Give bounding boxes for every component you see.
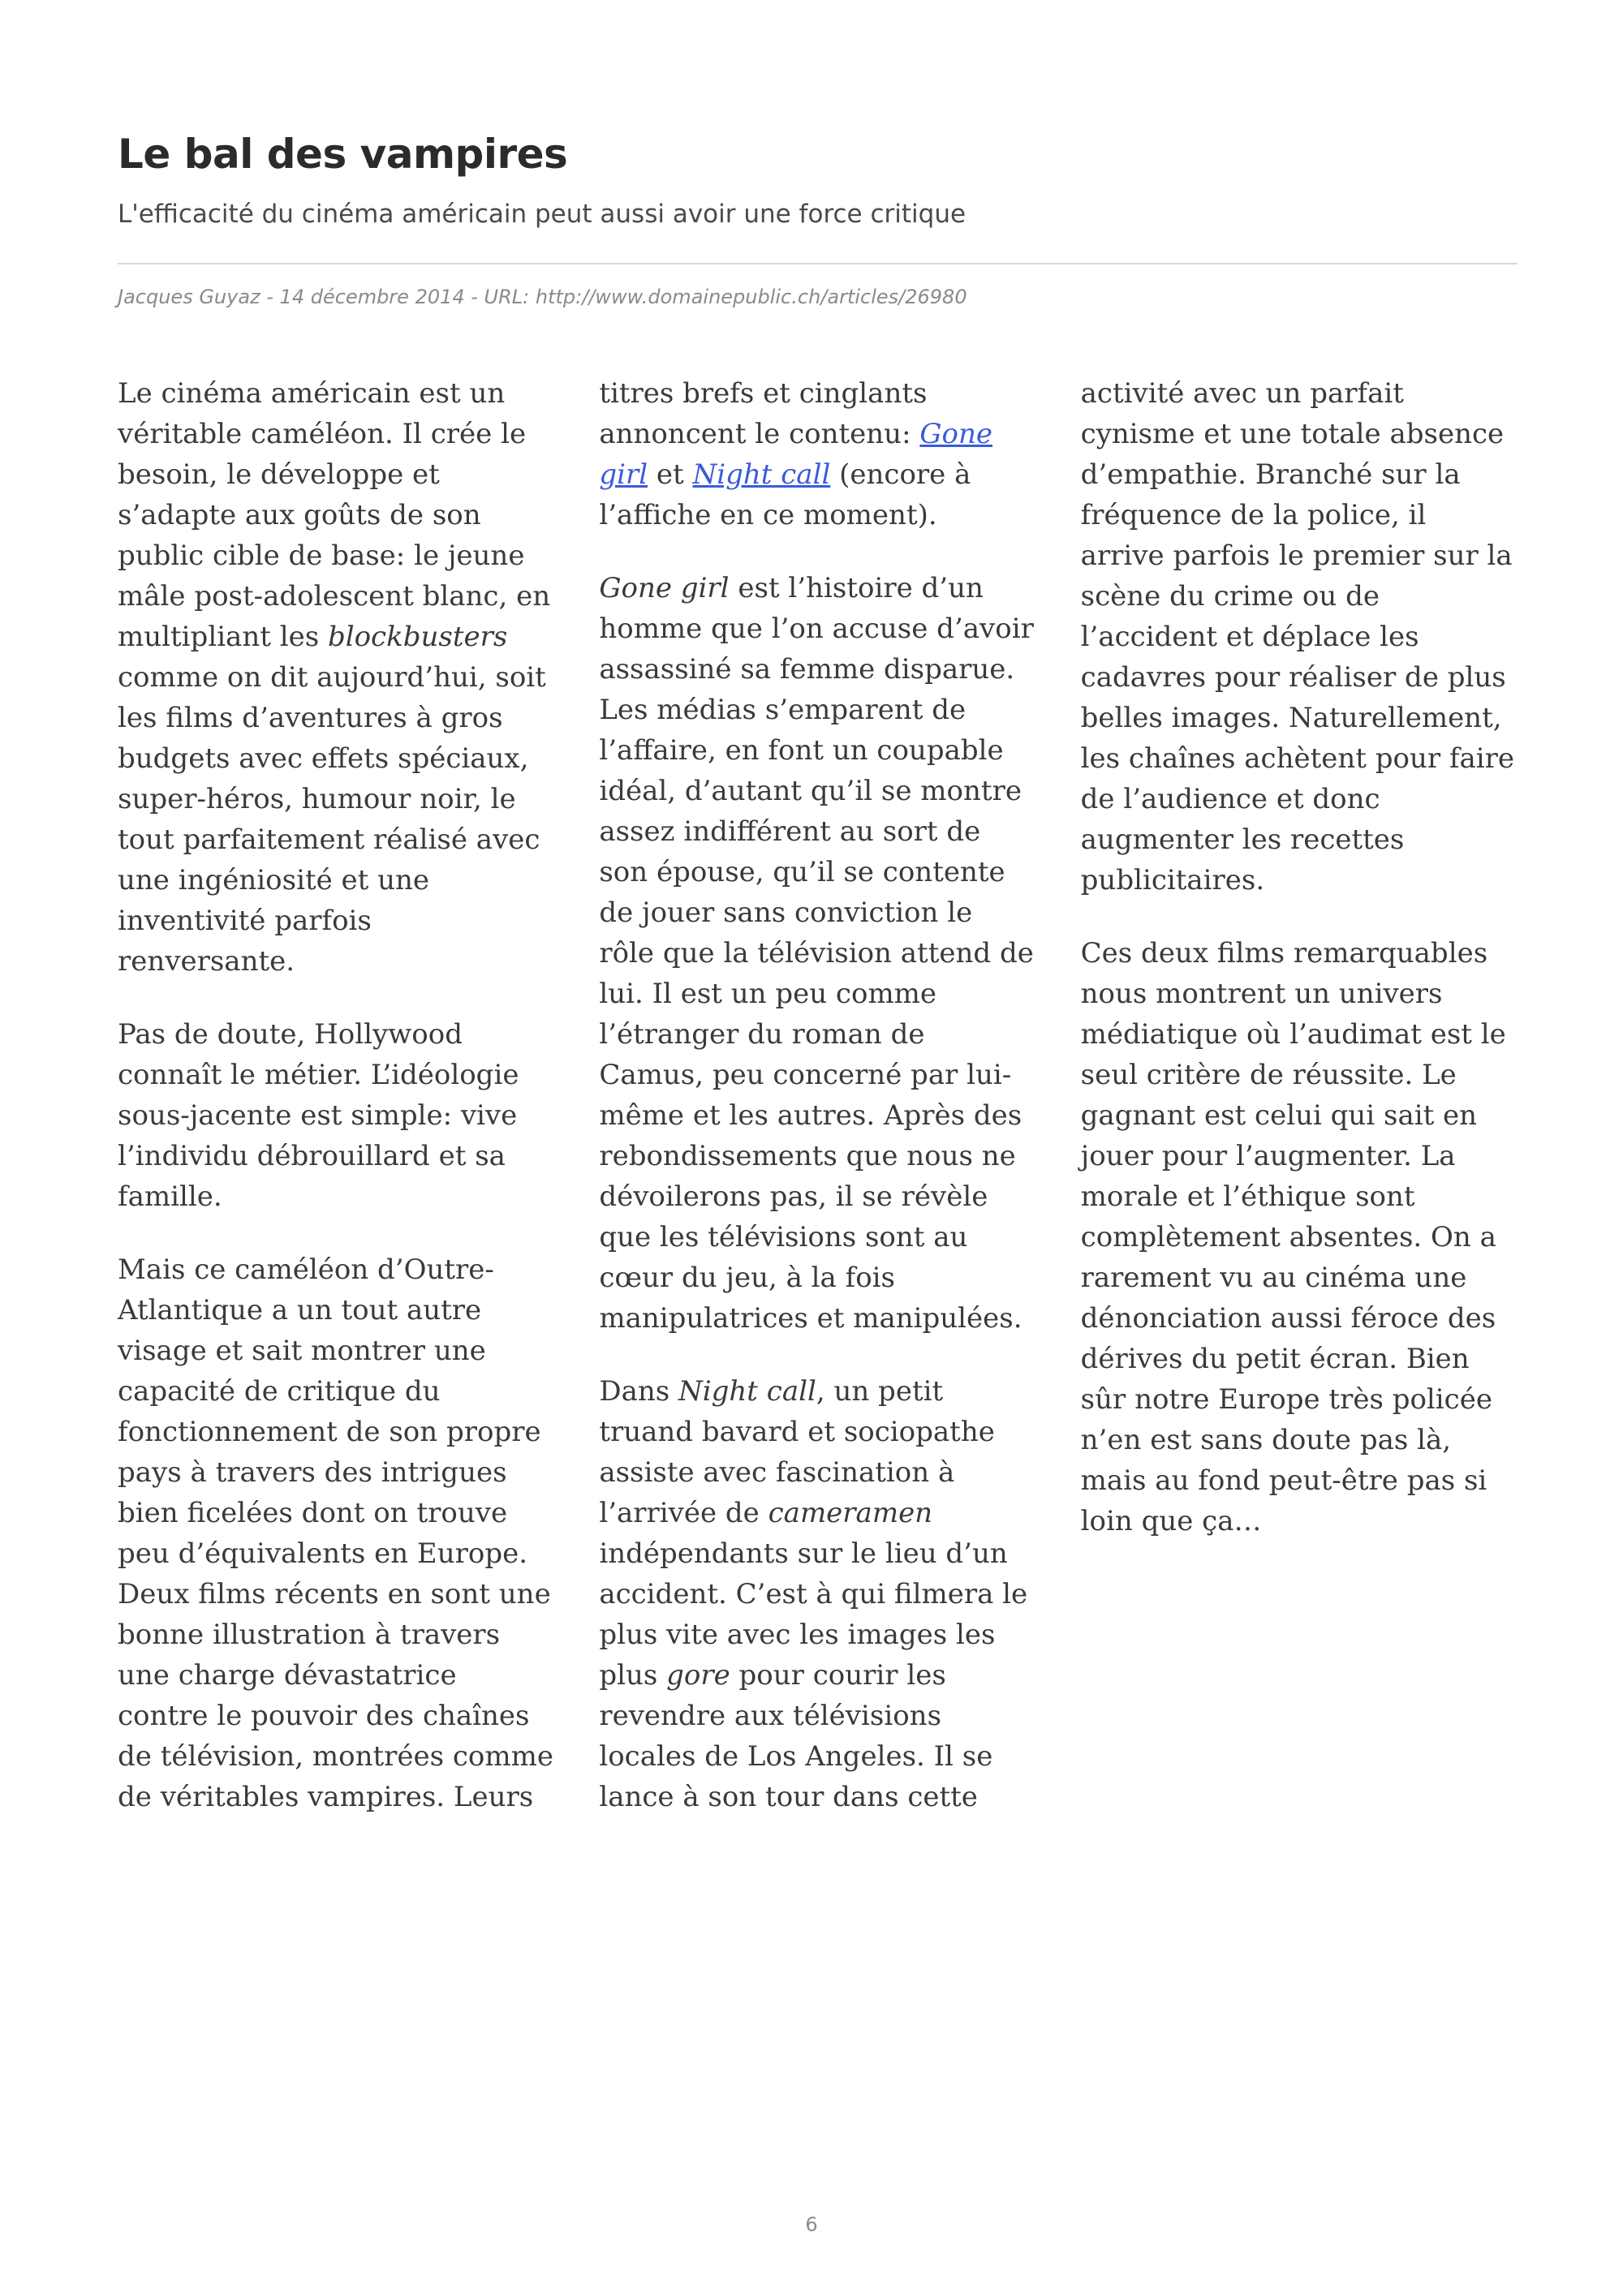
link-night-call[interactable]: Night call xyxy=(692,458,831,491)
article-page xyxy=(118,130,1518,1813)
article-title: Le bal des vampires xyxy=(118,131,568,178)
emphasis-cameramen: cameramen xyxy=(768,1497,933,1529)
paragraph-6: Ces deux films remarquables nous montrent un univers médiatique où l’audimat est le seul critère de réussite. Le gagnant est celui qui sait en jouer pour l’augmenter. La morale et l’éthique sont complètement absentes. On a rarement vu au cinéma une dénonciation aussi féroce des dérives du petit écran. Bien sûr notre Europe très policée n’en est sans doute pas là, mais au fond peut-être pas si loin que ça… xyxy=(1080,937,1506,1537)
header-divider xyxy=(118,263,1518,264)
paragraph-1: Le cinéma américain est un véritable caméléon. Il crée le besoin, le développe et s’adapte aux goûts de son public cible de base: le jeune mâle post-adolescent blanc, en multipliant les blockbusters comme on dit aujourd’hui, soit les films d’aventures à gros budgets avec effets spéciaux, super-héros, humour noir, le tout parfaitement réalisé avec une ingéniosité et une inventivité parfois renversante. xyxy=(118,377,551,978)
page-number: 6 xyxy=(805,2213,818,2236)
link-gone-girl[interactable]: Gone girl xyxy=(599,418,993,491)
emphasis-gore: gore xyxy=(666,1659,730,1692)
paragraph-5: Dans Night call, un petit truand bavard et sociopathe assiste avec fascination à l’arrivée de cameramen indépendants sur le lieu d’un accident. C’est à qui filmera le plus vite avec les images les plus gore pour courir les revendre aux télévisions locales de Los Angeles. Il se lance à son tour dans cette activité avec un parfait cynisme et une totale absence d’empathie. Branché sur la fréquence de la police, il arrive parfois le premier sur la scène du crime ou de l’accident et déplace les cadavres pour réaliser de plus belles images. Naturellement, les chaînes achètent pour faire de l’audience et donc augmenter les recettes publicitaires. xyxy=(599,377,1515,1813)
article-meta: Jacques Guyaz - 14 décembre 2014 - URL: http://www.domainepublic.ch/articles/26980 xyxy=(118,286,967,309)
emphasis-night-call: Night call xyxy=(678,1375,816,1408)
paragraph-3: Mais ce caméléon d’Outre-Atlantique a un tout autre visage et sait montrer une capacité de critique du fonctionnement de son propre pays à travers des intrigues bien ficelées dont on trouve peu d’équivalents en Europe. Deux films récents en sont une bonne illustration à travers une charge dévastatrice contre le pouvoir des chaînes de télévision, montrées comme de véritables vampires. Leurs titres brefs et cinglants annoncent le contenu: Gone girl et Night call (encore à l’affiche en ce moment). xyxy=(118,377,993,1813)
article-body xyxy=(118,373,1518,1834)
emphasis-blockbusters: blockbusters xyxy=(327,621,508,653)
paragraph-4: Gone girl est l’histoire d’un homme que l’on accuse d’avoir assassiné sa femme disparue. Les médias s’emparent de l’affaire, en font un coupable idéal, d’autant qu’il se montre assez indifférent au sort de son épouse, qu’il se contente de jouer sans conviction le rôle que la télévision attend de lui. Il est un peu comme l’étranger du roman de Camus, peu concerné par lui-même et les autres. Après des rebondissements que nous ne dévoilerons pas, il se révèle que les télévisions sont au cœur du jeu, à la fois manipulatrices et manipulées. xyxy=(599,572,1034,1335)
article-subtitle: L'efficacité du cinéma américain peut aussi avoir une force critique xyxy=(118,200,966,229)
emphasis-gone-girl: Gone girl xyxy=(599,572,730,604)
paragraph-2: Pas de doute, Hollywood connaît le métier. L’idéologie sous-jacente est simple: vive l’individu débrouillard et sa famille. xyxy=(118,1018,519,1213)
